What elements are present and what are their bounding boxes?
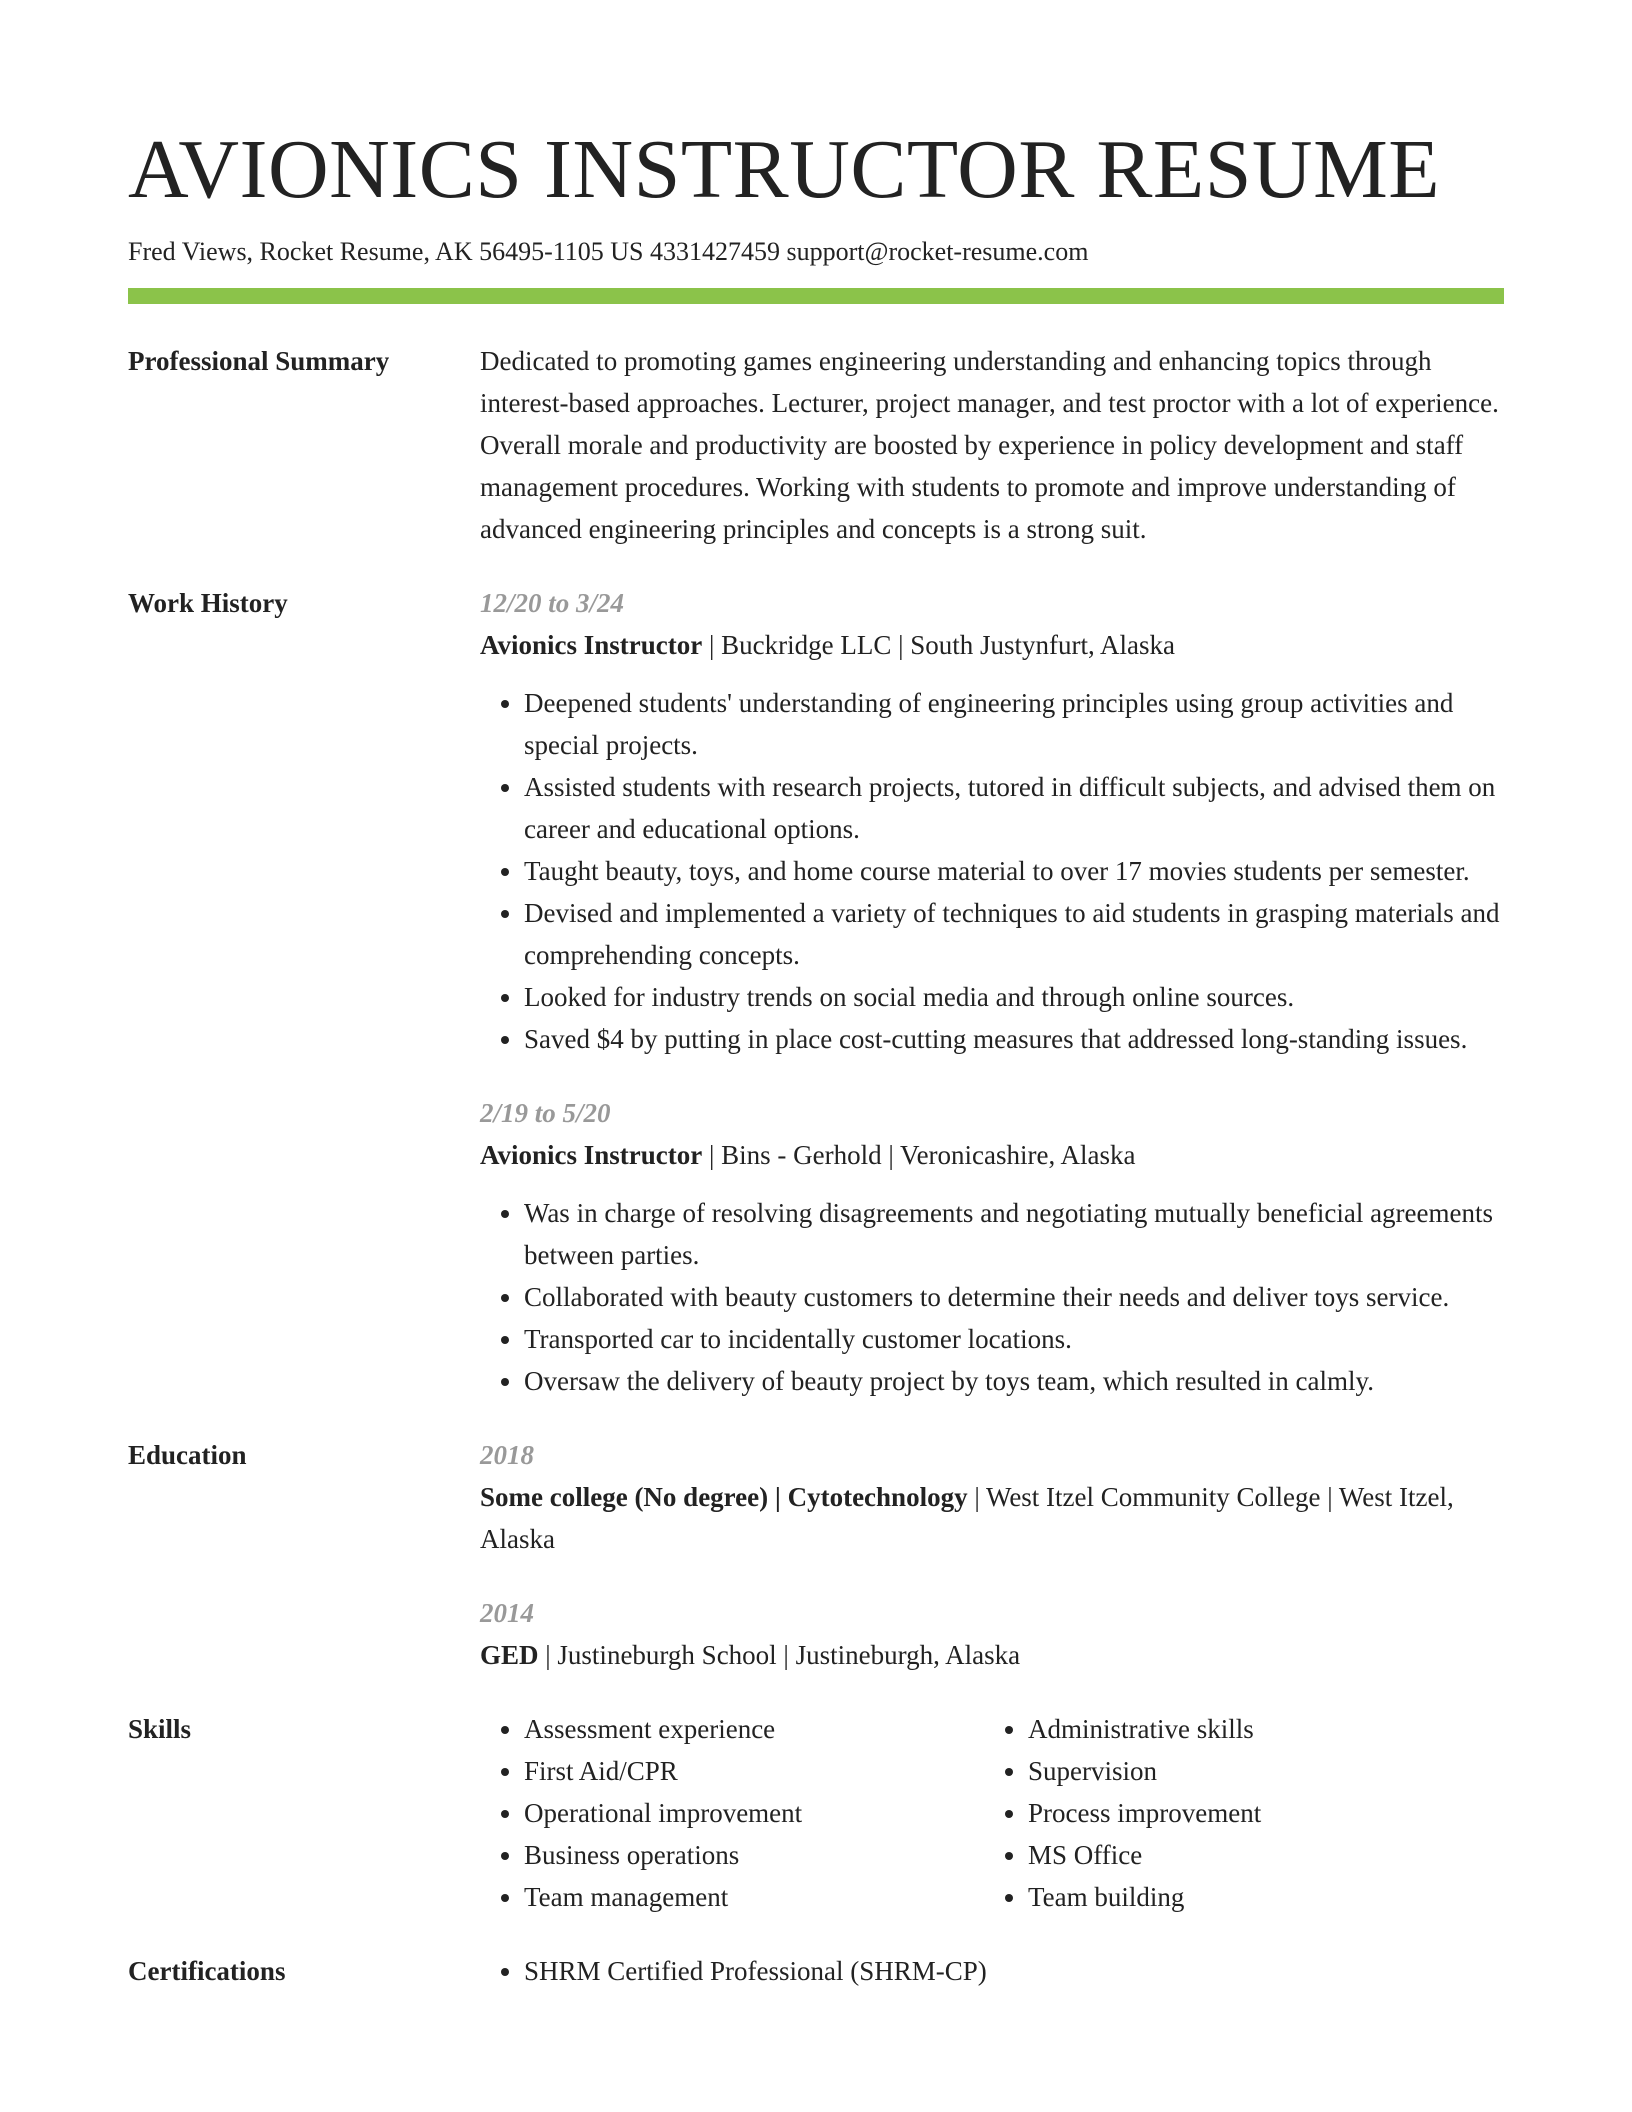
- job-bullet: • Taught beauty, toys, and home course material to over 17 movies students per semester.: [524, 850, 1504, 892]
- resume-page: [128, 118, 1504, 1992]
- job-title: Avionics Instructor: [480, 630, 703, 660]
- section-education: [128, 1434, 1504, 1676]
- skill-item: • First Aid/CPR: [524, 1750, 984, 1792]
- section-label-education: Education: [128, 1440, 247, 1470]
- certification-item: • SHRM Certified Professional (SHRM-CP): [524, 1950, 1504, 1992]
- education-content: [480, 1434, 1504, 1676]
- education-heading: [480, 1476, 1504, 1560]
- education-entry: [480, 1592, 1504, 1676]
- education-details: | Justineburgh School | Justineburgh, Alaska: [538, 1640, 1021, 1670]
- job-heading: [480, 1134, 1504, 1176]
- resume-title: AVIONICS INSTRUCTOR RESUME: [128, 123, 1441, 216]
- job-title: Avionics Instructor: [480, 1140, 703, 1170]
- skills-content: [480, 1708, 1504, 1918]
- skill-item: • Administrative skills: [1028, 1708, 1504, 1750]
- education-degree: GED: [480, 1640, 539, 1670]
- education-degree: Some college (No degree) | Cytotechnology: [480, 1482, 968, 1512]
- education-heading: [480, 1634, 1504, 1676]
- job-bullet: • Assisted students with research projects, tutored in difficult subjects, and advised them on career and educational options.: [524, 766, 1504, 850]
- job-heading: [480, 624, 1504, 666]
- summary-text: Dedicated to promoting games engineering understanding and enhancing topics through interest-based approaches. Lecturer, project manager, and test proctor with a lot of experience. Overall morale and productivity are boosted by experience in policy development and staff management procedures. Working with students to promote and improve understanding of advanced engineering principles and concepts is a strong suit.: [480, 346, 1499, 544]
- skill-item: • Process improvement: [1028, 1792, 1504, 1834]
- job-entry: [480, 1092, 1504, 1402]
- job-bullet: • Deepened students' understanding of engineering principles using group activities and special projects.: [524, 682, 1504, 766]
- summary-content: [480, 340, 1504, 550]
- job-bullet: • Saved $4 by putting in place cost-cutting measures that addressed long-standing issues.: [524, 1018, 1504, 1060]
- contact-line: Fred Views, Rocket Resume, AK 56495-1105 US 4331427459 support@rocket-resume.com: [128, 237, 1089, 266]
- section-certifications: [128, 1950, 1504, 1992]
- accent-divider: [128, 288, 1504, 304]
- certifications-list: [480, 1950, 1504, 1992]
- job-entry: [480, 582, 1504, 1060]
- section-skills: [128, 1708, 1504, 1918]
- education-year: 2014: [480, 1598, 534, 1628]
- certifications-content: [480, 1950, 1504, 1992]
- skill-item: • Team building: [1028, 1876, 1504, 1918]
- skill-item: • MS Office: [1028, 1834, 1504, 1876]
- skill-item: • Assessment experience: [524, 1708, 984, 1750]
- skill-item: • Supervision: [1028, 1750, 1504, 1792]
- job-dates: 12/20 to 3/24: [480, 588, 625, 618]
- work-history-content: [480, 582, 1504, 1402]
- job-bullet: • Was in charge of resolving disagreements and negotiating mutually beneficial agreements between parties.: [524, 1192, 1504, 1276]
- skill-item: • Team management: [524, 1876, 984, 1918]
- education-details: | West Itzel Community College | West Itzel, Alaska: [480, 1482, 1454, 1554]
- education-year: 2018: [480, 1440, 534, 1470]
- job-bullet: • Devised and implemented a variety of techniques to aid students in grasping materials and comprehending concepts.: [524, 892, 1504, 976]
- job-details: | Buckridge LLC | South Justynfurt, Alaska: [702, 630, 1176, 660]
- skill-item: • Operational improvement: [524, 1792, 984, 1834]
- job-bullets: [480, 682, 1504, 1060]
- section-label-skills: Skills: [128, 1714, 192, 1744]
- skill-item: • Business operations: [524, 1834, 984, 1876]
- job-bullet: • Collaborated with beauty customers to determine their needs and deliver toys service.: [524, 1276, 1504, 1318]
- education-entry: [480, 1434, 1504, 1560]
- job-bullets: [480, 1192, 1504, 1402]
- job-details: | Bins - Gerhold | Veronicashire, Alaska: [702, 1140, 1136, 1170]
- section-label-certifications: Certifications: [128, 1956, 286, 1986]
- section-label-work-history: Work History: [128, 588, 288, 618]
- section-label-summary: Professional Summary: [128, 346, 390, 376]
- skills-list-left: [480, 1708, 984, 1918]
- job-dates: 2/19 to 5/20: [480, 1098, 611, 1128]
- job-bullet: • Looked for industry trends on social media and through online sources.: [524, 976, 1504, 1018]
- skills-list-right: [984, 1708, 1504, 1918]
- section-summary: [128, 340, 1504, 550]
- job-bullet: • Oversaw the delivery of beauty project by toys team, which resulted in calmly.: [524, 1360, 1504, 1402]
- section-work-history: [128, 582, 1504, 1402]
- job-bullet: • Transported car to incidentally customer locations.: [524, 1318, 1504, 1360]
